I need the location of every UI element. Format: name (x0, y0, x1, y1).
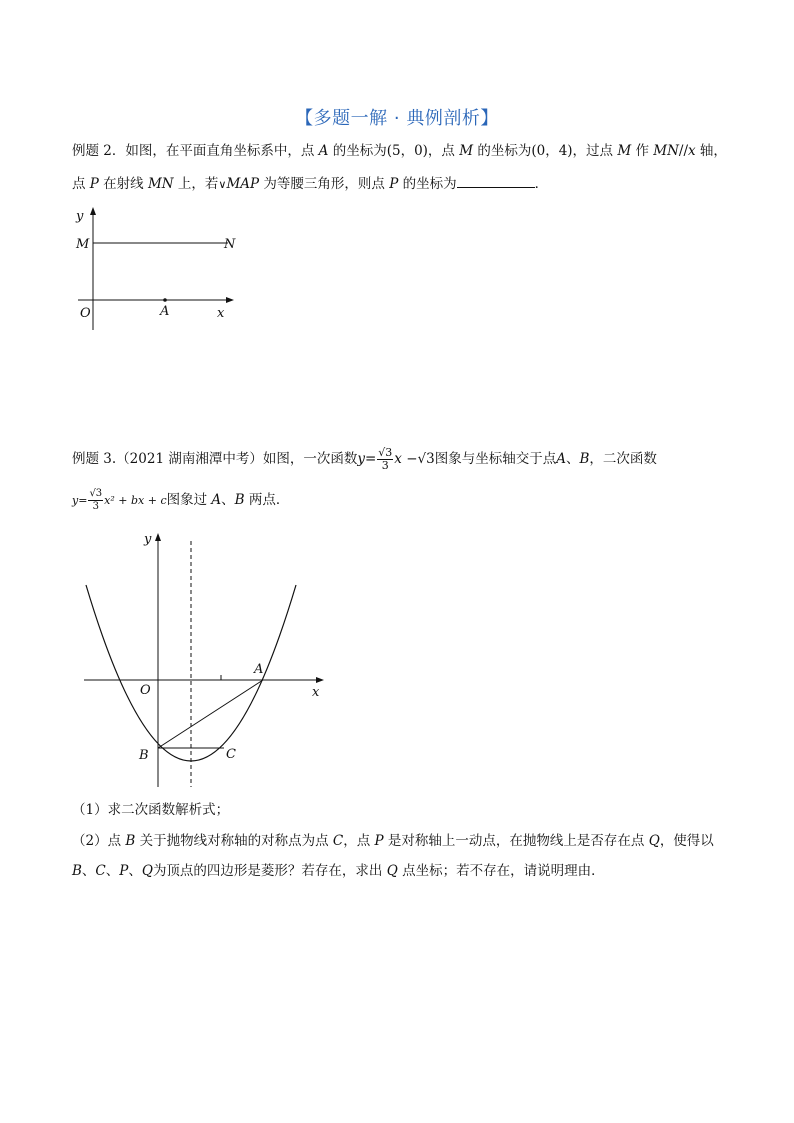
example3-figure (70, 525, 340, 790)
question-1: （1）求二次函数解析式； (72, 802, 230, 818)
question-2-line1: （2）点 B 关于抛物线对称轴的对称点为点 C，点 P 是对称轴上一动点，在抛物线上是否存在点 Q，使得以 (72, 833, 714, 849)
example2-figure (70, 205, 250, 335)
fig3-B-label: B (139, 748, 149, 763)
fig2-y-label: y (76, 209, 84, 224)
fraction-sqrt3-over-3: $\frac{√3}{3}$ (378, 446, 393, 472)
example3-line1: 例题 3.（2021 湖南湘潭中考）如图，一次函数y= $\frac{√3}{3}$ x −√3图象与坐标轴交于点A、B，二次函数 (72, 446, 657, 472)
fig3-O-label: O (140, 683, 151, 698)
fig2-N-label: N (224, 237, 236, 252)
example2-line1: 例题 2．如图，在平面直角坐标系中，点 A 的坐标为(5，0)，点 M 的坐标为(0，4)，过点 M 作 MN//x 轴， (72, 143, 727, 159)
answer-blank (457, 175, 535, 188)
fig2-A-label: A (160, 304, 170, 319)
question-2-line2: B、C、P、Q为顶点的四边形是菱形？若存在，求出 Q 点坐标；若不存在，请说明理由． (72, 863, 605, 879)
fig2-x-label: x (217, 306, 225, 321)
fig2-M-label: M (76, 237, 90, 252)
fig2-O-label: O (80, 306, 91, 321)
fig3-C-label: C (226, 747, 236, 762)
fraction-sqrt3-over-3-b: $\frac{√3}{3}$ (89, 488, 103, 512)
example2-line2: 点 P 在射线 MN 上，若∨MAP 为等腰三角形，则点 P 的坐标为 ． (72, 176, 549, 192)
example3-line2: y= $\frac{√3}{3}$ x² + bx + c图象过 A、B 两点． (72, 488, 290, 512)
fig3-x-label: x (312, 685, 320, 700)
fig3-A-label: A (254, 662, 264, 677)
section-heading: 【多题一解 · 典例剖析】 (295, 108, 499, 129)
fig3-y-label: y (144, 532, 152, 547)
